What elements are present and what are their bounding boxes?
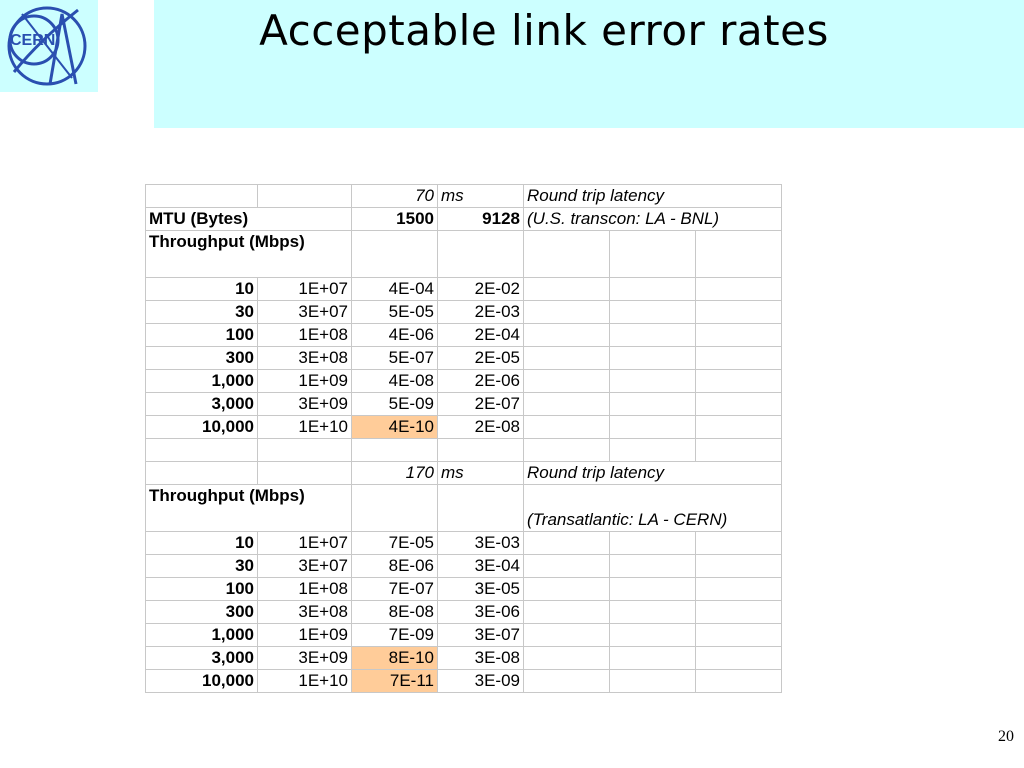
error-rate-mtu-1500: 7E-11 xyxy=(352,670,438,693)
latency-value: 170 xyxy=(352,462,438,485)
empty-cell xyxy=(696,555,782,578)
table-row xyxy=(146,532,782,555)
error-rate-mtu-1500: 8E-08 xyxy=(352,601,438,624)
throughput-bps: 1E+07 xyxy=(258,278,352,301)
empty-cell xyxy=(610,301,696,324)
empty-cell xyxy=(696,624,782,647)
error-rate-mtu-9128: 2E-02 xyxy=(438,278,524,301)
throughput-mbps: 100 xyxy=(146,324,258,347)
error-rate-mtu-1500: 5E-05 xyxy=(352,301,438,324)
mtu-1500: 1500 xyxy=(352,208,438,231)
throughput-mbps: 30 xyxy=(146,301,258,324)
mtu-9128: 9128 xyxy=(438,208,524,231)
table-row xyxy=(146,416,782,439)
empty-cell xyxy=(696,416,782,439)
throughput-bps: 3E+08 xyxy=(258,347,352,370)
empty-cell xyxy=(524,624,610,647)
table-row xyxy=(146,670,782,693)
empty-cell xyxy=(524,555,610,578)
error-rate-mtu-9128: 3E-04 xyxy=(438,555,524,578)
throughput-bps: 1E+10 xyxy=(258,670,352,693)
error-rate-mtu-1500: 4E-08 xyxy=(352,370,438,393)
throughput-mbps: 10,000 xyxy=(146,670,258,693)
cern-logo-icon xyxy=(0,0,98,92)
empty-cell xyxy=(524,647,610,670)
throughput-mbps: 3,000 xyxy=(146,393,258,416)
empty-cell xyxy=(610,601,696,624)
empty-cell xyxy=(610,278,696,301)
table-row xyxy=(146,347,782,370)
table1-header-row xyxy=(146,185,782,208)
empty-cell xyxy=(610,416,696,439)
error-rate-mtu-1500: 7E-05 xyxy=(352,532,438,555)
latency-description: Round trip latency xyxy=(524,462,782,485)
empty-cell xyxy=(524,416,610,439)
empty-cell xyxy=(696,670,782,693)
throughput-bps: 1E+10 xyxy=(258,416,352,439)
throughput-mbps: 10 xyxy=(146,278,258,301)
empty-cell xyxy=(524,578,610,601)
empty-cell xyxy=(438,231,524,278)
empty-cell xyxy=(258,185,352,208)
throughput-bps: 1E+08 xyxy=(258,578,352,601)
throughput-bps: 3E+08 xyxy=(258,601,352,624)
empty-cell xyxy=(696,578,782,601)
empty-cell xyxy=(146,185,258,208)
error-rate-mtu-9128: 3E-07 xyxy=(438,624,524,647)
throughput-mbps: 10 xyxy=(146,532,258,555)
empty-cell xyxy=(524,231,610,278)
empty-cell xyxy=(146,462,258,485)
error-rate-mtu-9128: 3E-03 xyxy=(438,532,524,555)
error-rate-mtu-1500: 4E-04 xyxy=(352,278,438,301)
throughput-header-row xyxy=(146,231,782,278)
throughput-mbps: 1,000 xyxy=(146,624,258,647)
throughput-bps: 1E+07 xyxy=(258,532,352,555)
throughput-bps: 3E+09 xyxy=(258,393,352,416)
error-rate-mtu-9128: 3E-09 xyxy=(438,670,524,693)
throughput-bps: 1E+09 xyxy=(258,624,352,647)
throughput-header-row-2 xyxy=(146,485,782,532)
throughput-label: Throughput (Mbps) xyxy=(146,485,352,532)
empty-cell xyxy=(524,670,610,693)
throughput-mbps: 10,000 xyxy=(146,416,258,439)
empty-cell xyxy=(610,670,696,693)
table-row xyxy=(146,601,782,624)
table-row xyxy=(146,278,782,301)
empty-cell xyxy=(610,532,696,555)
latency-unit: ms xyxy=(438,185,524,208)
error-rate-mtu-1500: 8E-10 xyxy=(352,647,438,670)
table-row xyxy=(146,624,782,647)
latency-unit: ms xyxy=(438,462,524,485)
table2-header-row xyxy=(146,462,782,485)
table-row xyxy=(146,647,782,670)
empty-cell xyxy=(696,532,782,555)
throughput-mbps: 100 xyxy=(146,578,258,601)
empty-cell xyxy=(610,393,696,416)
throughput-mbps: 300 xyxy=(146,347,258,370)
empty-cell xyxy=(258,462,352,485)
empty-cell xyxy=(610,578,696,601)
route-note-transatlantic: (Transatlantic: LA - CERN) xyxy=(524,485,782,532)
mtu-row xyxy=(146,208,782,231)
throughput-mbps: 30 xyxy=(146,555,258,578)
error-rate-mtu-9128: 2E-05 xyxy=(438,347,524,370)
cern-logo xyxy=(0,0,98,92)
empty-cell xyxy=(352,231,438,278)
error-rate-mtu-9128: 2E-06 xyxy=(438,370,524,393)
error-rate-mtu-1500: 4E-06 xyxy=(352,324,438,347)
throughput-bps: 1E+09 xyxy=(258,370,352,393)
empty-cell xyxy=(524,347,610,370)
error-rate-mtu-9128: 3E-06 xyxy=(438,601,524,624)
table-row xyxy=(146,393,782,416)
throughput-bps: 3E+07 xyxy=(258,555,352,578)
empty-cell xyxy=(696,231,782,278)
empty-cell xyxy=(524,532,610,555)
empty-cell xyxy=(696,393,782,416)
route-note-transcon: (U.S. transcon: LA - BNL) xyxy=(524,208,782,231)
mtu-label: MTU (Bytes) xyxy=(146,208,352,231)
empty-cell xyxy=(610,370,696,393)
table-row xyxy=(146,324,782,347)
empty-cell xyxy=(524,393,610,416)
error-rate-mtu-9128: 3E-05 xyxy=(438,578,524,601)
error-rate-mtu-9128: 3E-08 xyxy=(438,647,524,670)
empty-cell xyxy=(524,324,610,347)
empty-cell xyxy=(610,647,696,670)
error-rate-mtu-9128: 2E-07 xyxy=(438,393,524,416)
error-rate-mtu-9128: 2E-08 xyxy=(438,416,524,439)
empty-cell xyxy=(610,347,696,370)
empty-cell xyxy=(352,485,438,532)
throughput-mbps: 3,000 xyxy=(146,647,258,670)
empty-cell xyxy=(438,485,524,532)
empty-cell xyxy=(696,647,782,670)
throughput-bps: 3E+07 xyxy=(258,301,352,324)
error-rate-mtu-1500: 7E-07 xyxy=(352,578,438,601)
empty-cell xyxy=(610,324,696,347)
table-row xyxy=(146,301,782,324)
empty-cell xyxy=(524,370,610,393)
empty-cell xyxy=(524,278,610,301)
throughput-mbps: 1,000 xyxy=(146,370,258,393)
throughput-bps: 3E+09 xyxy=(258,647,352,670)
empty-cell xyxy=(524,301,610,324)
error-rate-mtu-1500: 7E-09 xyxy=(352,624,438,647)
page-number: 20 xyxy=(998,728,1014,745)
throughput-mbps: 300 xyxy=(146,601,258,624)
empty-cell xyxy=(610,555,696,578)
error-rate-mtu-1500: 4E-10 xyxy=(352,416,438,439)
error-rate-table xyxy=(145,184,782,693)
empty-cell xyxy=(610,624,696,647)
title-band xyxy=(154,0,1024,128)
empty-cell xyxy=(696,370,782,393)
empty-cell xyxy=(696,347,782,370)
table-row xyxy=(146,555,782,578)
table-row xyxy=(146,578,782,601)
throughput-label: Throughput (Mbps) xyxy=(146,231,352,278)
empty-cell xyxy=(610,231,696,278)
throughput-bps: 1E+08 xyxy=(258,324,352,347)
empty-cell xyxy=(696,278,782,301)
error-rate-mtu-9128: 2E-03 xyxy=(438,301,524,324)
latency-value: 70 xyxy=(352,185,438,208)
error-rate-mtu-9128: 2E-04 xyxy=(438,324,524,347)
table-row xyxy=(146,370,782,393)
logo-text: CERN xyxy=(10,32,56,49)
empty-cell xyxy=(696,324,782,347)
latency-description: Round trip latency xyxy=(524,185,782,208)
slide-title: Acceptable link error rates xyxy=(259,6,829,55)
empty-cell xyxy=(696,301,782,324)
empty-cell xyxy=(696,601,782,624)
error-rate-mtu-1500: 5E-09 xyxy=(352,393,438,416)
error-rate-mtu-1500: 8E-06 xyxy=(352,555,438,578)
error-rate-mtu-1500: 5E-07 xyxy=(352,347,438,370)
empty-cell xyxy=(524,601,610,624)
spacer-row xyxy=(146,439,782,462)
